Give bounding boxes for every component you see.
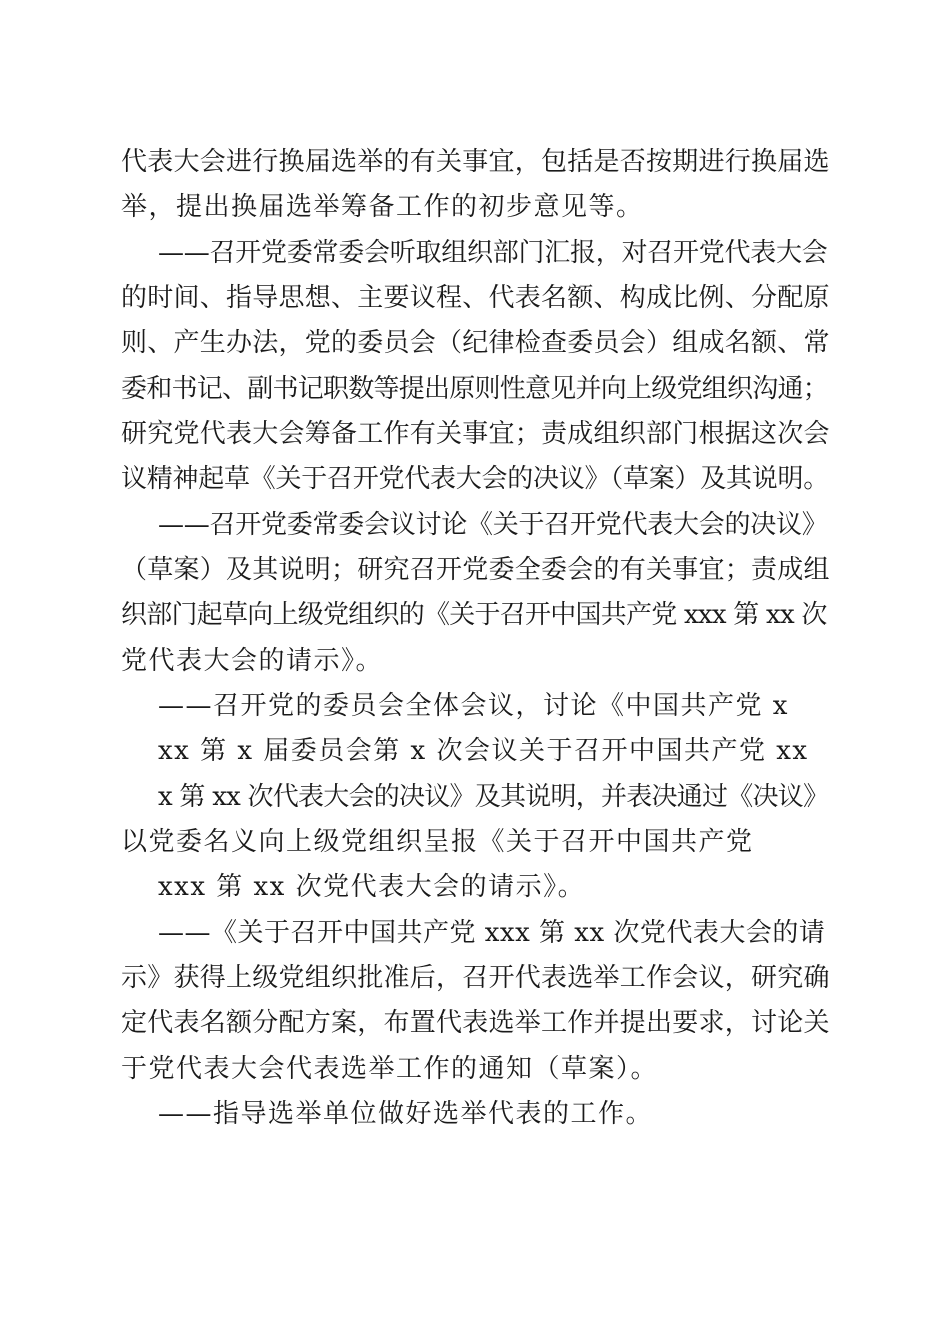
text-line: 举，提出换届选举筹备工作的初步意见等。 xyxy=(121,192,644,222)
text-line: （草案）及其说明；研究召开党委全委会的有关事宜；责成组 xyxy=(121,555,830,585)
text-line: 示》获得上级党组织批准后，召开代表选举工作会议，研究确 xyxy=(121,963,830,993)
text-line: ——召开党委常委会议讨论《关于召开党代表大会的决议》 xyxy=(158,510,828,540)
text-line: ——召开党委常委会听取组织部门汇报，对召开党代表大会 xyxy=(158,238,828,268)
text-line: 党代表大会的请示》。 xyxy=(121,646,384,676)
text-line: 定代表名额分配方案，布置代表选举工作并提出要求，讨论关 xyxy=(121,1008,830,1038)
text-line: xxx 第 xx 次党代表大会的请示》。 xyxy=(158,872,586,902)
text-line: 研究党代表大会筹备工作有关事宜；责成组织部门根据这次会 xyxy=(121,419,830,449)
text-line: 以党委名义向上级党组织呈报《关于召开中国共产党 xyxy=(121,827,754,857)
text-line: x 第 xx 次代表大会的决议》及其说明，并表决通过《决议》 xyxy=(158,782,829,812)
text-line: 的时间、指导思想、主要议程、代表名额、构成比例、分配原 xyxy=(121,283,830,313)
text-line: 代表大会进行换届选举的有关事宜，包括是否按期进行换届选 xyxy=(121,147,830,177)
text-line: 于党代表大会代表选举工作的通知（草案）。 xyxy=(121,1054,659,1084)
text-line: 委和书记、副书记职数等提出原则性意见并向上级党组织沟通； xyxy=(121,374,829,404)
text-line: ——召开党的委员会全体会议，讨论《中国共产党 x xyxy=(158,691,789,721)
text-line: 议精神起草《关于召开党代表大会的决议》（草案）及其说明。 xyxy=(121,464,830,494)
text-line: 则、产生办法，党的委员会（纪律检查委员会）组成名额、常 xyxy=(121,328,830,358)
text-line: ——《关于召开中国共产党 xxx 第 xx 次党代表大会的请 xyxy=(158,918,826,948)
text-line: 织部门起草向上级党组织的《关于召开中国共产党 xxx 第 xx 次 xyxy=(121,600,827,630)
text-line: ——指导选举单位做好选举代表的工作。 xyxy=(158,1099,654,1129)
text-line: xx 第 x 届委员会第 x 次会议关于召开中国共产党 xx xyxy=(158,736,809,766)
